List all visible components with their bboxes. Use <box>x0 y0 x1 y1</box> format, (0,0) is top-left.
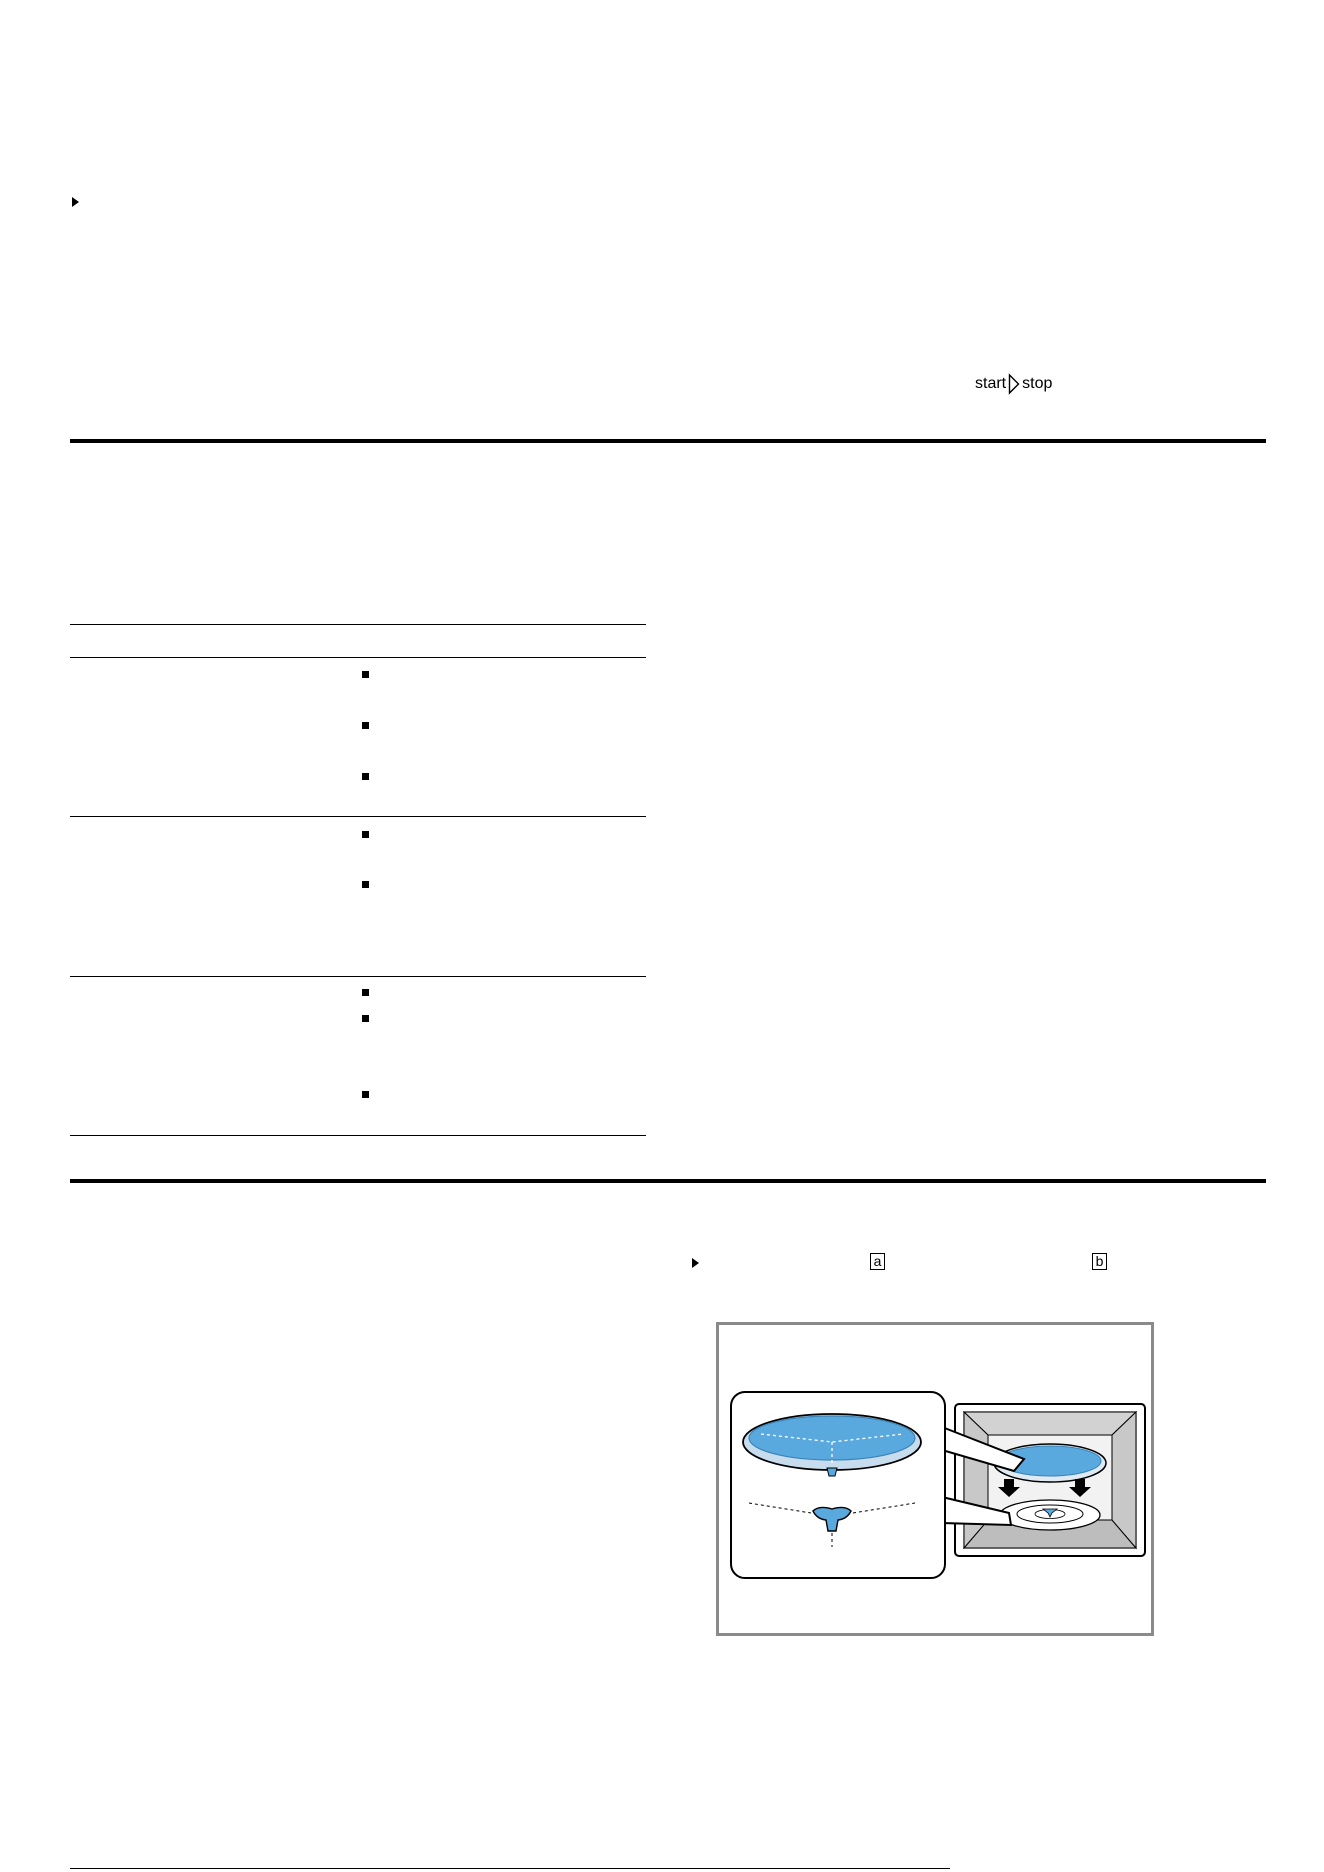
bullet-icon <box>362 773 369 780</box>
bullet-icon <box>362 831 369 838</box>
bullet-icon <box>362 722 369 729</box>
start-stop-button-label <box>975 372 1052 396</box>
instruction-arrow-icon <box>72 197 79 207</box>
bullet-icon <box>362 881 369 888</box>
section-divider <box>70 439 1266 443</box>
table-top-rule <box>70 624 646 625</box>
footer-rule <box>70 1868 950 1869</box>
stop-label: stop <box>1022 375 1053 392</box>
table-bottom-rule <box>70 1135 646 1136</box>
bullet-icon <box>362 1015 369 1022</box>
callout-a: a <box>870 1253 885 1270</box>
bullet-icon <box>362 671 369 678</box>
turntable-installation-figure <box>716 1322 1154 1636</box>
table-row-rule <box>70 976 646 977</box>
bullet-icon <box>362 1091 369 1098</box>
instruction-arrow-icon <box>692 1258 699 1268</box>
table-header-rule <box>70 657 646 658</box>
turntable-installation-illustration <box>719 1325 1151 1633</box>
table-row-rule <box>70 816 646 817</box>
bullet-icon <box>362 989 369 996</box>
callout-b: b <box>1092 1253 1107 1270</box>
play-triangle-icon <box>1008 373 1020 395</box>
section-divider <box>70 1179 1266 1183</box>
oven-cavity-icon <box>955 1404 1145 1556</box>
start-label: start <box>975 375 1007 392</box>
